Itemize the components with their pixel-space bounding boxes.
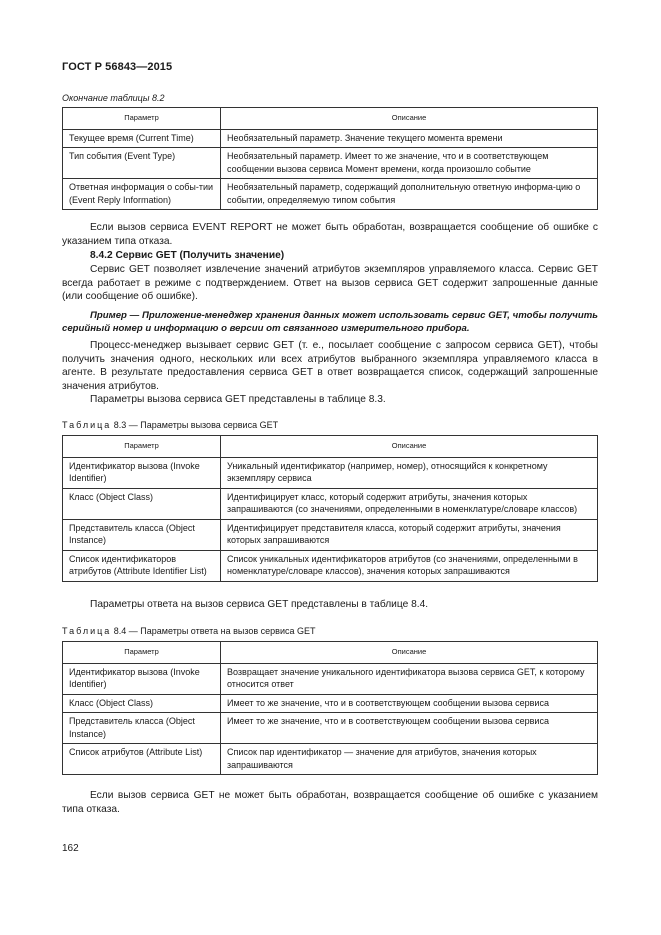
cell-description: Идентифицирует представителя класса, который содержит атрибуты, значения которых запрашиваются: [221, 519, 598, 550]
table-8-2: [62, 107, 598, 210]
caption-label: Таблица: [62, 420, 112, 430]
table-row: [63, 179, 598, 210]
column-header-description: Описание: [221, 108, 598, 130]
table-8-4-caption: [62, 626, 316, 636]
cell-description: Возвращает значение уникального идентификатора вызова сервиса GET, к которому относится ответ: [221, 663, 598, 694]
cell-description: Необязательный параметр, содержащий дополнительную ответную информа-цию о событии, определяемую типом события: [221, 179, 598, 210]
table-8-3: [62, 435, 598, 582]
column-header-parameter: Параметр: [63, 436, 221, 458]
cell-description: Имеет то же значение, что и в соответствующем сообщении вызова сервиса: [221, 713, 598, 744]
table-row: [63, 663, 598, 694]
table-row: [63, 713, 598, 744]
table-8-4: [62, 641, 598, 775]
cell-parameter: Тип события (Event Type): [63, 148, 221, 179]
cell-parameter: Класс (Object Class): [63, 488, 221, 519]
table-header-row: [63, 642, 598, 664]
paragraph-get-description: Сервис GET позволяет извлечение значений атрибутов экземпляров управляемого класса. Сервис GET всегда работает в режиме с подтверждением. Ответ на вызов сервиса GET содержит запрошенные данные (или сообщение об ошибке).: [62, 264, 598, 302]
paragraph-table-8-4-ref: Параметры ответа на вызов сервиса GET представлены в таблице 8.4.: [90, 599, 429, 610]
document-header: ГОСТ Р 56843—2015: [62, 61, 173, 73]
cell-description: Необязательный параметр. Имеет то же значение, что и в соответствующем сообщении вызова сервиса Момент времени, когда произошло событие: [221, 148, 598, 179]
table-8-2-caption: Окончание таблицы 8.2: [62, 93, 165, 103]
paragraph-table-8-3-ref: Параметры вызова сервиса GET представлены в таблице 8.3.: [90, 394, 386, 405]
table-row: [63, 129, 598, 148]
cell-description: Список пар идентификатор — значение для атрибутов, значения которых запрашиваются: [221, 744, 598, 775]
cell-parameter: Представитель класса (Object Instance): [63, 519, 221, 550]
table-row: [63, 694, 598, 713]
caption-text: 8.3 — Параметры вызова сервиса GET: [111, 420, 279, 430]
table-row: [63, 744, 598, 775]
cell-parameter: Представитель класса (Object Instance): [63, 713, 221, 744]
table-8-3-caption: [62, 420, 278, 430]
caption-label: Таблица: [62, 626, 112, 636]
section-heading: 8.4.2 Сервис GET (Получить значение): [90, 250, 285, 261]
cell-parameter: Текущее время (Current Time): [63, 129, 221, 148]
column-header-parameter: Параметр: [63, 108, 221, 130]
paragraph-get-process: Процесс-менеджер вызывает сервис GET (т. е., посылает сообщение с запросом сервиса GET), чтобы получить значения одного, нескольких или всех атрибутов выбранного экземпляра управляемого класса в агенте. В результате предоставления сервиса GET в ответ возвращается список, содержащий запрошенные значения атрибутов.: [62, 340, 598, 392]
cell-parameter: Идентификатор вызова (Invoke Identifier): [63, 663, 221, 694]
cell-description: Идентифицирует класс, который содержит атрибуты, значения которых запрашиваются (со значениями, определенными в номенклатуре/словаре классов): [221, 488, 598, 519]
cell-parameter: Список атрибутов (Attribute List): [63, 744, 221, 775]
table-row: [63, 148, 598, 179]
paragraph-event-report-error: Если вызов сервиса EVENT REPORT не может быть обработан, возвращается сообщение об ошибке с указанием типа отказа.: [62, 222, 598, 247]
table-row: [63, 457, 598, 488]
cell-parameter: Ответная информация о собы-тии (Event Reply Information): [63, 179, 221, 210]
table-row: [63, 519, 598, 550]
caption-text: 8.4 — Параметры ответа на вызов сервиса GET: [111, 626, 316, 636]
cell-description: Необязательный параметр. Значение текущего момента времени: [221, 129, 598, 148]
paragraph-get-error: Если вызов сервиса GET не может быть обработан, возвращается сообщение об ошибке с указанием типа отказа.: [62, 790, 598, 815]
table-header-row: [63, 436, 598, 458]
column-header-parameter: Параметр: [63, 642, 221, 664]
cell-description: Уникальный идентификатор (например, номер), относящийся к конкретному экземпляру сервиса: [221, 457, 598, 488]
cell-description: Имеет то же значение, что и в соответствующем сообщении вызова сервиса: [221, 694, 598, 713]
column-header-description: Описание: [221, 436, 598, 458]
column-header-description: Описание: [221, 642, 598, 664]
example-note: Пример — Приложение-менеджер хранения данных может использовать сервис GET, чтобы получить серийный номер и информацию о версии от связанного измерительного прибора.: [62, 310, 598, 334]
table-header-row: [63, 108, 598, 130]
page-number: 162: [62, 843, 79, 854]
table-row: [63, 488, 598, 519]
cell-parameter: Список идентификаторов атрибутов (Attribute Identifier List): [63, 550, 221, 581]
table-row: [63, 550, 598, 581]
cell-parameter: Идентификатор вызова (Invoke Identifier): [63, 457, 221, 488]
cell-description: Список уникальных идентификаторов атрибутов (со значениями, определенными в номенклатуре/словаре классов), значения которых запрашиваются: [221, 550, 598, 581]
cell-parameter: Класс (Object Class): [63, 694, 221, 713]
